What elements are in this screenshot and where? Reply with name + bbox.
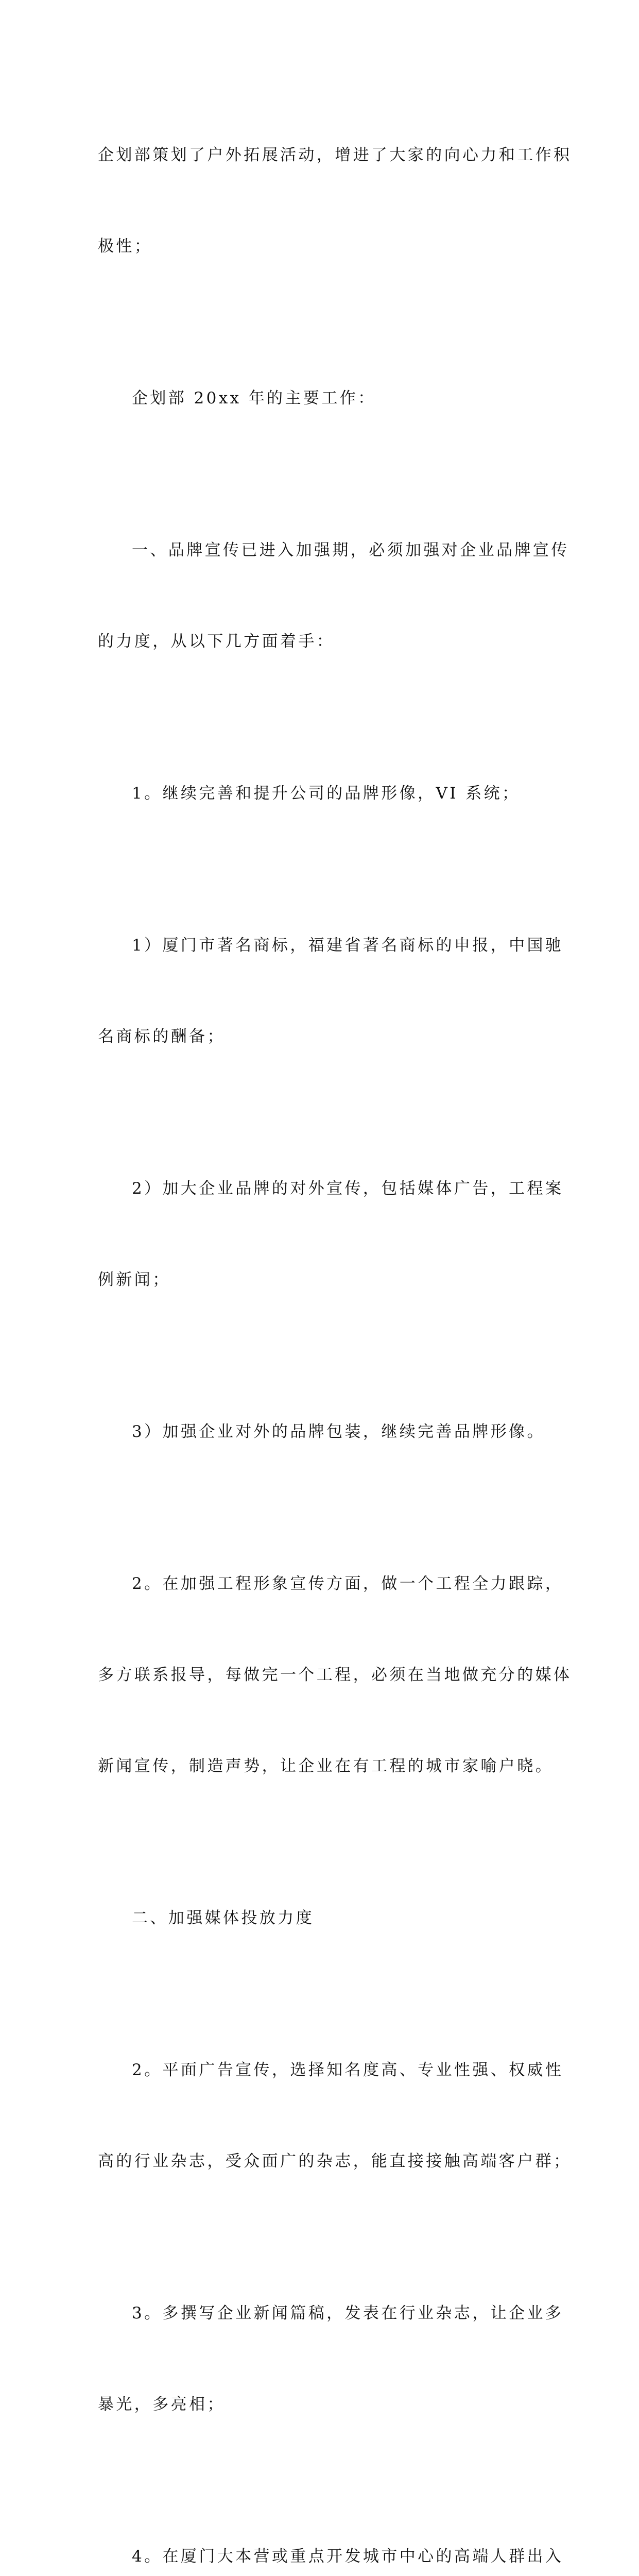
paragraph-4	[98, 718, 541, 870]
text-line: 二、加强媒体投放力度	[132, 1909, 314, 1927]
paragraph-6	[98, 1113, 564, 1356]
text-line: 例新闻；	[98, 1270, 171, 1289]
text-line: 3）加强企业对外的品牌包装，继续完善品牌形像。	[132, 1422, 545, 1441]
text-line: 1）厦门市著名商标，福建省著名商标的申报，中国驰	[132, 936, 564, 955]
text-line: 名商标的酬备；	[98, 1027, 226, 1046]
text-line: 企划部策划了户外拓展活动，增进了大家的向心力和工作积	[98, 146, 572, 164]
text-line: 多方联系报导，每做完一个工程，必须在当地做充分的媒体	[98, 1666, 572, 1684]
text-line: 2）加大企业品牌的对外宣传，包括媒体广告，工程案	[132, 1179, 564, 1198]
paragraph-12	[98, 2481, 564, 2576]
text-line: 一、品牌宣传已进入加强期，必须加强对企业品牌宣传	[132, 541, 569, 560]
paragraph-3	[98, 474, 569, 718]
text-line: 企划部 20xx 年的主要工作：	[132, 389, 376, 408]
paragraph-2	[98, 323, 541, 474]
text-line: 2。在加强工程形象宣传方面，做一个工程全力跟踪，	[132, 1574, 564, 1593]
paragraph-9	[98, 1842, 541, 1994]
text-line: 的力度，从以下几方面着手：	[98, 632, 335, 651]
text-line: 暴光，多亮相；	[98, 2395, 226, 2414]
paragraph-11	[98, 2238, 564, 2481]
text-line: 1。继续完善和提升公司的品牌形像，VI 系统；	[132, 784, 521, 803]
document-body	[98, 79, 572, 2576]
text-line: 高的行业杂志，受众面广的杂志，能直接接触高端客户群；	[98, 2152, 572, 2171]
text-line: 2。平面广告宣传，选择知名度高、专业性强、权威性	[132, 2061, 564, 2079]
paragraph-5	[98, 870, 564, 1113]
paragraph-1	[98, 79, 572, 323]
paragraph-7	[98, 1356, 545, 1508]
text-line: 极性；	[98, 237, 153, 256]
paragraph-10	[98, 1994, 572, 2238]
text-line: 4。在厦门大本营或重点开发城市中心的高端人群出入	[132, 2547, 564, 2566]
text-line: 新闻宣传，制造声势，让企业在有工程的城市家喻户晓。	[98, 1757, 554, 1775]
text-line: 3。多撰写企业新闻篇稿，发表在行业杂志，让企业多	[132, 2304, 564, 2323]
paragraph-8	[98, 1508, 572, 1842]
